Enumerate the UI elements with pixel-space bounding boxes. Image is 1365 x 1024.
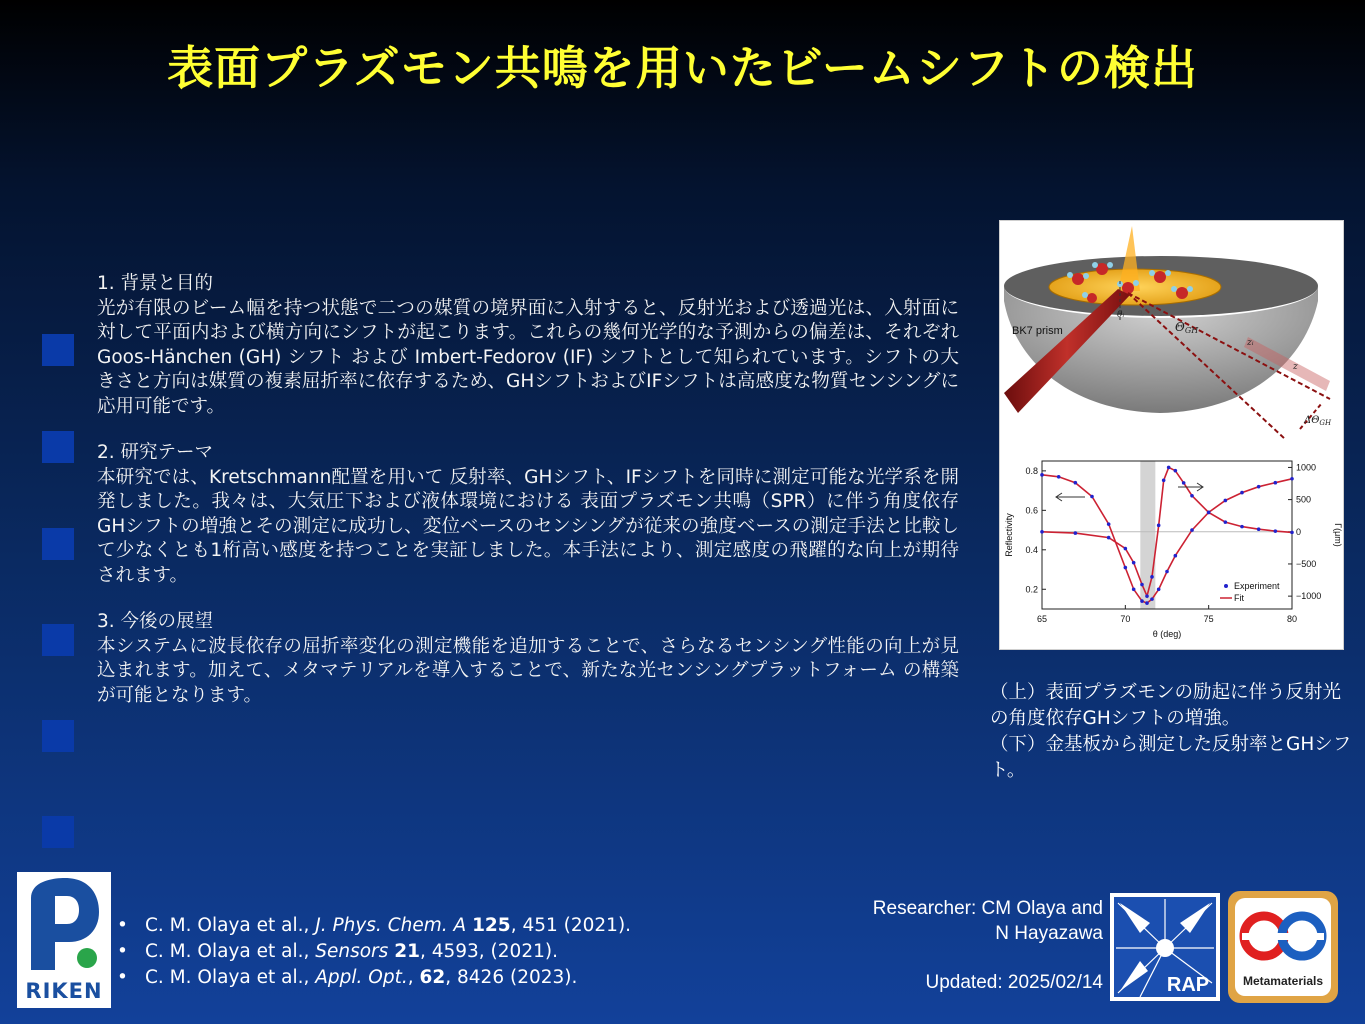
z-label: z bbox=[1293, 362, 1298, 372]
section-background bbox=[97, 272, 959, 419]
experiment-point bbox=[1124, 547, 1128, 551]
experiment-point bbox=[1174, 469, 1178, 473]
experiment-point bbox=[1290, 531, 1294, 535]
x-tick-label: 70 bbox=[1120, 614, 1131, 624]
riken-green-dot bbox=[77, 948, 97, 968]
experiment-point bbox=[1145, 601, 1149, 605]
experiment-point bbox=[1157, 587, 1161, 591]
y2-axis-label: Γ(μm) bbox=[1333, 523, 1343, 547]
theta-i-label: θᵢ bbox=[1117, 310, 1125, 320]
caption-bottom: （下）金基板から測定した反射率とGHシフト。 bbox=[990, 734, 1352, 781]
riken-wordmark: RIKEN bbox=[25, 979, 103, 1003]
y2-tick-label: 0 bbox=[1296, 526, 1302, 537]
section-heading: 2. 研究テーマ bbox=[97, 442, 214, 463]
experiment-point bbox=[1107, 536, 1111, 540]
metamaterials-wordmark: Metamaterials bbox=[1242, 974, 1324, 988]
x-tick-label: 80 bbox=[1286, 614, 1298, 624]
reflectivity-gh-chart bbox=[1004, 461, 1343, 639]
experiment-point bbox=[1124, 566, 1128, 570]
section-research-theme bbox=[97, 441, 959, 588]
body-text bbox=[97, 272, 959, 730]
decorative-square bbox=[42, 720, 74, 752]
y-tick-label: 0.2 bbox=[1025, 584, 1038, 595]
y-tick-label: 0.6 bbox=[1025, 505, 1038, 516]
prism-label: BK7 prism bbox=[1012, 325, 1063, 337]
updated-date: Updated: 2025/02/14 bbox=[925, 972, 1103, 993]
figure-panel bbox=[999, 220, 1344, 650]
legend-fit-label: Fit bbox=[1234, 593, 1244, 603]
experiment-point bbox=[1224, 499, 1228, 503]
figure-caption bbox=[990, 680, 1355, 784]
experiment-point bbox=[1150, 575, 1154, 579]
y-tick-label: 0.8 bbox=[1025, 465, 1038, 476]
experiment-point bbox=[1257, 527, 1261, 531]
experiment-point bbox=[1182, 481, 1186, 485]
researcher-credit: Researcher: CM Olaya and N Hayazawa bbox=[872, 898, 1103, 944]
y-axis-label: Reflectivity bbox=[1004, 513, 1014, 557]
riken-logo-mark bbox=[17, 872, 111, 1008]
experiment-point bbox=[1274, 481, 1278, 485]
x-tick-label: 75 bbox=[1203, 614, 1214, 624]
experiment-point bbox=[1057, 475, 1061, 479]
experiment-point bbox=[1132, 587, 1136, 591]
decorative-square bbox=[42, 624, 74, 656]
experiment-point bbox=[1274, 529, 1278, 533]
y2-tick-label: 1000 bbox=[1296, 462, 1317, 473]
experiment-point bbox=[1107, 522, 1111, 526]
reference-item: • C. M. Olaya et al., Sensors 21, 4593, (2021). bbox=[117, 939, 757, 965]
figure-svg bbox=[1000, 221, 1343, 649]
experiment-point bbox=[1140, 599, 1144, 603]
zi-label: zᵢ bbox=[1247, 338, 1254, 348]
experiment-point bbox=[1224, 520, 1228, 524]
experiment-point bbox=[1090, 495, 1094, 499]
legend-experiment-label: Experiment bbox=[1234, 581, 1280, 591]
decorative-square bbox=[42, 431, 74, 463]
y2-tick-label: 500 bbox=[1296, 494, 1312, 505]
y2-tick-label: −500 bbox=[1296, 558, 1317, 569]
y-tick-label: 0.4 bbox=[1025, 544, 1038, 555]
section-heading: 3. 今後の展望 bbox=[97, 611, 214, 632]
metamaterials-logo bbox=[1228, 891, 1338, 1003]
references-list bbox=[117, 913, 757, 991]
experiment-point bbox=[1165, 570, 1169, 574]
experiment-point bbox=[1040, 473, 1044, 477]
experiment-point bbox=[1162, 479, 1166, 483]
experiment-point bbox=[1145, 594, 1149, 598]
section-heading: 1. 背景と目的 bbox=[97, 273, 214, 294]
experiment-point bbox=[1132, 561, 1136, 565]
theta-gh-label: ΘGH bbox=[1175, 320, 1199, 335]
experiment-point bbox=[1040, 530, 1044, 534]
x-axis-label: θ (deg) bbox=[1152, 629, 1182, 639]
experiment-point bbox=[1290, 477, 1294, 481]
experiment-point bbox=[1207, 511, 1211, 515]
experiment-point bbox=[1074, 531, 1078, 535]
decorative-square bbox=[42, 528, 74, 560]
experiment-point bbox=[1074, 481, 1078, 485]
rap-logo-mark bbox=[1110, 893, 1220, 1001]
y2-tick-label: −1000 bbox=[1296, 591, 1322, 602]
delta-theta-gh-label: $\Delta\Theta_{GH}$ bbox=[1304, 415, 1332, 427]
section-future bbox=[97, 610, 959, 708]
experiment-point bbox=[1167, 466, 1171, 470]
experiment-point bbox=[1150, 597, 1154, 601]
caption-top: （上）表面プラズモンの励起に伴う反射光の角度依存GHシフトの増強。 bbox=[990, 682, 1341, 729]
experiment-point bbox=[1157, 524, 1161, 528]
experiment-point bbox=[1140, 583, 1144, 587]
rap-wordmark: RAP bbox=[1166, 974, 1210, 996]
experiment-point bbox=[1174, 554, 1178, 558]
experiment-point bbox=[1240, 525, 1244, 529]
metamaterials-logo-mark bbox=[1228, 891, 1338, 1003]
decorative-square bbox=[42, 334, 74, 366]
experiment-point bbox=[1257, 485, 1261, 489]
slide-title: 表面プラズモン共鳴を用いたビームシフトの検出 bbox=[167, 41, 1198, 95]
rap-star-center bbox=[1156, 939, 1174, 957]
reference-item: • C. M. Olaya et al., J. Phys. Chem. A 125, 451 (2021). bbox=[117, 913, 757, 939]
experiment-point bbox=[1190, 494, 1194, 498]
experiment-point bbox=[1240, 491, 1244, 495]
experiment-point bbox=[1190, 528, 1194, 532]
x-tick-label: 65 bbox=[1036, 614, 1048, 624]
section-body: 本システムに波長依存の屈折率変化の測定機能を追加することで、さらなるセンシング性能の向上が見込まれます。加えて、メタマテリアルを導入することで、新たな光センシングプラットフォーム の構築が可能となります。 bbox=[97, 635, 959, 706]
riken-logo bbox=[17, 872, 111, 1008]
section-body: 本研究では、Kretschmann配置を用いて 反射率、GHシフト、IFシフトを同時に測定可能な光学系を開発しました。我々は、大気圧下および液体環境における 表面プラズモン共鳴（SPR）に伴う角度依存GHシフトの増強とその測定に成功し、変位ベースのセンシングが従来の強度ベースの測定手法と比較して少なくとも1桁高い感度を持つことを実証しました。本手法により、測定感度の飛躍的な向上が期待されます。 bbox=[97, 466, 959, 586]
decorative-square bbox=[42, 816, 74, 848]
reference-item: • C. M. Olaya et al., Appl. Opt., 62, 8426 (2023). bbox=[117, 965, 757, 991]
legend-experiment-marker bbox=[1224, 584, 1228, 588]
rap-logo bbox=[1110, 893, 1220, 1001]
section-body: 光が有限のビーム幅を持つ状態で二つの媒質の境界面に入射すると、反射光および透過光は、入射面に対して平面内および横方向にシフトが起こります。これらの幾何光学的な予測からの偏差は、それぞれ Goos-Hänchen (GH) シフト および Imbert-Fedorov (IF) シフトとして知られています。シフトの大きさと方向は媒質の複素屈折率に依存するため、GHシフトおよびIFシフトは高感度な物質センシングに応用可能です。 bbox=[97, 297, 959, 417]
